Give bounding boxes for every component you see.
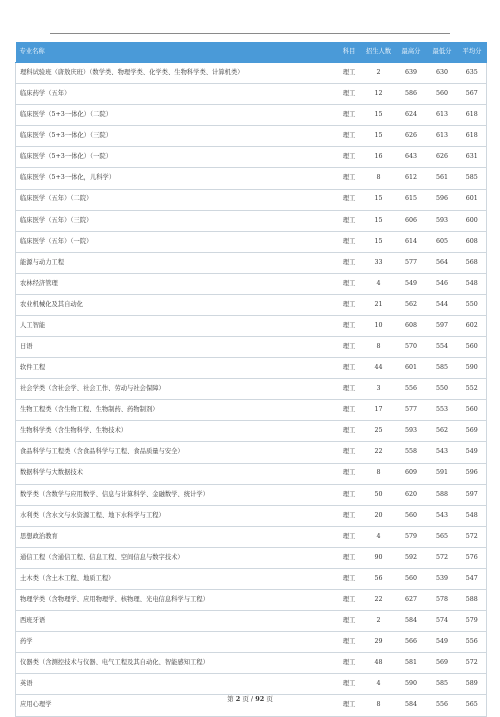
cell-max-score: 570 bbox=[396, 337, 427, 358]
table-header-row bbox=[16, 42, 487, 63]
cell-enrollment: 15 bbox=[362, 231, 396, 252]
cell-min-score: 554 bbox=[427, 337, 458, 358]
cell-avg-score: 572 bbox=[458, 526, 487, 547]
cell-major-name: 软件工程 bbox=[16, 358, 337, 379]
cell-min-score: 553 bbox=[427, 400, 458, 421]
cell-max-score: 593 bbox=[396, 421, 427, 442]
cell-max-score: 590 bbox=[396, 674, 427, 695]
cell-avg-score: 569 bbox=[458, 421, 487, 442]
cell-enrollment: 90 bbox=[362, 547, 396, 568]
table-row bbox=[16, 126, 487, 147]
cell-subject: 理工 bbox=[337, 568, 362, 589]
cell-enrollment: 22 bbox=[362, 590, 396, 611]
cell-subject: 理工 bbox=[337, 147, 362, 168]
cell-max-score: 558 bbox=[396, 442, 427, 463]
cell-enrollment: 8 bbox=[362, 168, 396, 189]
cell-subject: 理工 bbox=[337, 189, 362, 210]
cell-min-score: 574 bbox=[427, 611, 458, 632]
table-body bbox=[16, 63, 487, 716]
cell-min-score: 585 bbox=[427, 674, 458, 695]
header-rule bbox=[50, 33, 450, 34]
cell-max-score: 614 bbox=[396, 231, 427, 252]
cell-max-score: 601 bbox=[396, 358, 427, 379]
cell-avg-score: 600 bbox=[458, 210, 487, 231]
cell-min-score: 585 bbox=[427, 358, 458, 379]
cell-enrollment: 4 bbox=[362, 674, 396, 695]
cell-avg-score: 556 bbox=[458, 632, 487, 653]
table-row bbox=[16, 505, 487, 526]
footer-suffix: 页 bbox=[266, 695, 273, 703]
table-row bbox=[16, 463, 487, 484]
cell-avg-score: 585 bbox=[458, 168, 487, 189]
cell-major-name: 仪器类（含测控技术与仪器、电气工程及其自动化、智能感知工程） bbox=[16, 653, 337, 674]
table-row bbox=[16, 189, 487, 210]
cell-max-score: 592 bbox=[396, 547, 427, 568]
cell-avg-score: 618 bbox=[458, 126, 487, 147]
cell-max-score: 626 bbox=[396, 126, 427, 147]
cell-avg-score: 550 bbox=[458, 294, 487, 315]
footer-page-number: 2 bbox=[235, 695, 241, 703]
table-row bbox=[16, 147, 487, 168]
cell-enrollment: 8 bbox=[362, 695, 396, 716]
page-footer bbox=[0, 694, 500, 703]
table-row bbox=[16, 252, 487, 273]
cell-subject: 理工 bbox=[337, 484, 362, 505]
cell-major-name: 药学 bbox=[16, 632, 337, 653]
table-row bbox=[16, 442, 487, 463]
table-row bbox=[16, 484, 487, 505]
cell-avg-score: 576 bbox=[458, 547, 487, 568]
cell-enrollment: 15 bbox=[362, 210, 396, 231]
cell-enrollment: 10 bbox=[362, 316, 396, 337]
cell-avg-score: 548 bbox=[458, 273, 487, 294]
cell-avg-score: 590 bbox=[458, 358, 487, 379]
table-row bbox=[16, 421, 487, 442]
cell-min-score: 591 bbox=[427, 463, 458, 484]
cell-avg-score: 567 bbox=[458, 84, 487, 105]
cell-subject: 理工 bbox=[337, 611, 362, 632]
cell-subject: 理工 bbox=[337, 252, 362, 273]
cell-subject: 理工 bbox=[337, 168, 362, 189]
cell-subject: 理工 bbox=[337, 84, 362, 105]
header-major: 专业名称 bbox=[16, 42, 337, 63]
cell-max-score: 560 bbox=[396, 568, 427, 589]
cell-major-name: 临床医学（5+3一体化）（二院） bbox=[16, 105, 337, 126]
cell-min-score: 630 bbox=[427, 63, 458, 84]
table-row bbox=[16, 105, 487, 126]
cell-major-name: 临床医学（五年）（二院） bbox=[16, 189, 337, 210]
cell-major-name: 数据科学与大数据技术 bbox=[16, 463, 337, 484]
table-row bbox=[16, 632, 487, 653]
table-row bbox=[16, 168, 487, 189]
cell-enrollment: 4 bbox=[362, 273, 396, 294]
cell-major-name: 数学类（含数学与应用数学、信息与计算科学、金融数学、统计学） bbox=[16, 484, 337, 505]
cell-subject: 理工 bbox=[337, 653, 362, 674]
table-row bbox=[16, 611, 487, 632]
footer-middle: 页 / bbox=[242, 695, 254, 703]
cell-major-name: 农业机械化及其自动化 bbox=[16, 294, 337, 315]
cell-min-score: 596 bbox=[427, 189, 458, 210]
cell-avg-score: 548 bbox=[458, 505, 487, 526]
cell-subject: 理工 bbox=[337, 294, 362, 315]
cell-min-score: 544 bbox=[427, 294, 458, 315]
cell-enrollment: 2 bbox=[362, 611, 396, 632]
cell-subject: 理工 bbox=[337, 442, 362, 463]
cell-max-score: 620 bbox=[396, 484, 427, 505]
cell-min-score: 546 bbox=[427, 273, 458, 294]
cell-enrollment: 8 bbox=[362, 337, 396, 358]
cell-max-score: 562 bbox=[396, 294, 427, 315]
cell-major-name: 生物工程类（含生物工程、生物制药、药物制剂） bbox=[16, 400, 337, 421]
table-row bbox=[16, 674, 487, 695]
cell-subject: 理工 bbox=[337, 231, 362, 252]
cell-major-name: 应用心理学 bbox=[16, 695, 337, 716]
table-row bbox=[16, 231, 487, 252]
cell-major-name: 西班牙语 bbox=[16, 611, 337, 632]
cell-subject: 理工 bbox=[337, 526, 362, 547]
cell-max-score: 615 bbox=[396, 189, 427, 210]
cell-enrollment: 33 bbox=[362, 252, 396, 273]
cell-subject: 理工 bbox=[337, 590, 362, 611]
cell-subject: 理工 bbox=[337, 210, 362, 231]
cell-enrollment: 25 bbox=[362, 421, 396, 442]
cell-min-score: 626 bbox=[427, 147, 458, 168]
cell-major-name: 临床医学（5+3一体化，儿科学） bbox=[16, 168, 337, 189]
table-row bbox=[16, 358, 487, 379]
cell-min-score: 549 bbox=[427, 632, 458, 653]
cell-subject: 理工 bbox=[337, 379, 362, 400]
cell-min-score: 564 bbox=[427, 252, 458, 273]
cell-major-name: 思想政治教育 bbox=[16, 526, 337, 547]
cell-subject: 理工 bbox=[337, 126, 362, 147]
cell-enrollment: 4 bbox=[362, 526, 396, 547]
cell-min-score: 561 bbox=[427, 168, 458, 189]
cell-avg-score: 560 bbox=[458, 400, 487, 421]
cell-min-score: 539 bbox=[427, 568, 458, 589]
cell-major-name: 食品科学与工程类（含食品科学与工程、食品质量与安全） bbox=[16, 442, 337, 463]
cell-max-score: 643 bbox=[396, 147, 427, 168]
cell-max-score: 579 bbox=[396, 526, 427, 547]
cell-enrollment: 8 bbox=[362, 463, 396, 484]
cell-enrollment: 20 bbox=[362, 505, 396, 526]
table-row bbox=[16, 63, 487, 84]
table-row bbox=[16, 568, 487, 589]
cell-enrollment: 21 bbox=[362, 294, 396, 315]
cell-max-score: 612 bbox=[396, 168, 427, 189]
admission-score-table bbox=[15, 42, 487, 717]
cell-avg-score: 568 bbox=[458, 252, 487, 273]
cell-enrollment: 29 bbox=[362, 632, 396, 653]
cell-max-score: 560 bbox=[396, 505, 427, 526]
cell-avg-score: 589 bbox=[458, 674, 487, 695]
cell-min-score: 588 bbox=[427, 484, 458, 505]
cell-min-score: 543 bbox=[427, 505, 458, 526]
cell-enrollment: 12 bbox=[362, 84, 396, 105]
cell-min-score: 578 bbox=[427, 590, 458, 611]
cell-enrollment: 50 bbox=[362, 484, 396, 505]
table-row bbox=[16, 337, 487, 358]
cell-subject: 理工 bbox=[337, 505, 362, 526]
cell-max-score: 581 bbox=[396, 653, 427, 674]
cell-avg-score: 588 bbox=[458, 590, 487, 611]
cell-subject: 理工 bbox=[337, 105, 362, 126]
cell-avg-score: 565 bbox=[458, 695, 487, 716]
cell-subject: 理工 bbox=[337, 421, 362, 442]
cell-major-name: 能源与动力工程 bbox=[16, 252, 337, 273]
table-row bbox=[16, 379, 487, 400]
cell-enrollment: 15 bbox=[362, 189, 396, 210]
cell-min-score: 572 bbox=[427, 547, 458, 568]
cell-max-score: 627 bbox=[396, 590, 427, 611]
cell-subject: 理工 bbox=[337, 337, 362, 358]
header-subject: 科目 bbox=[337, 42, 362, 63]
cell-enrollment: 22 bbox=[362, 442, 396, 463]
cell-avg-score: 631 bbox=[458, 147, 487, 168]
cell-avg-score: 635 bbox=[458, 63, 487, 84]
cell-major-name: 英语 bbox=[16, 674, 337, 695]
cell-min-score: 565 bbox=[427, 526, 458, 547]
table-row bbox=[16, 547, 487, 568]
cell-max-score: 639 bbox=[396, 63, 427, 84]
cell-major-name: 土木类（含土木工程、地质工程） bbox=[16, 568, 337, 589]
header-avg-score: 平均分 bbox=[458, 42, 487, 63]
cell-enrollment: 3 bbox=[362, 379, 396, 400]
cell-major-name: 理科试验班（唐敖庆班）（数学类、物理学类、化学类、生物科学类、计算机类） bbox=[16, 63, 337, 84]
cell-max-score: 586 bbox=[396, 84, 427, 105]
cell-major-name: 临床医学（五年）（一院） bbox=[16, 231, 337, 252]
table-row bbox=[16, 316, 487, 337]
cell-subject: 理工 bbox=[337, 674, 362, 695]
table-row bbox=[16, 590, 487, 611]
table-row bbox=[16, 526, 487, 547]
cell-max-score: 584 bbox=[396, 695, 427, 716]
cell-subject: 理工 bbox=[337, 358, 362, 379]
cell-avg-score: 547 bbox=[458, 568, 487, 589]
cell-avg-score: 618 bbox=[458, 105, 487, 126]
cell-subject: 理工 bbox=[337, 273, 362, 294]
cell-major-name: 水利类（含水文与水资源工程、地下水科学与工程） bbox=[16, 505, 337, 526]
cell-avg-score: 579 bbox=[458, 611, 487, 632]
cell-min-score: 613 bbox=[427, 126, 458, 147]
cell-major-name: 通信工程（含通信工程、信息工程、空间信息与数字技术） bbox=[16, 547, 337, 568]
table-row bbox=[16, 294, 487, 315]
cell-max-score: 577 bbox=[396, 252, 427, 273]
cell-max-score: 606 bbox=[396, 210, 427, 231]
cell-min-score: 569 bbox=[427, 653, 458, 674]
table-row bbox=[16, 84, 487, 105]
footer-prefix: 第 bbox=[227, 695, 234, 703]
cell-major-name: 社会学类（含社会学、社会工作、劳动与社会保障） bbox=[16, 379, 337, 400]
cell-max-score: 608 bbox=[396, 316, 427, 337]
cell-avg-score: 602 bbox=[458, 316, 487, 337]
cell-min-score: 562 bbox=[427, 421, 458, 442]
cell-max-score: 577 bbox=[396, 400, 427, 421]
cell-avg-score: 552 bbox=[458, 379, 487, 400]
cell-major-name: 日语 bbox=[16, 337, 337, 358]
cell-subject: 理工 bbox=[337, 547, 362, 568]
cell-max-score: 549 bbox=[396, 273, 427, 294]
cell-subject: 理工 bbox=[337, 63, 362, 84]
cell-subject: 理工 bbox=[337, 463, 362, 484]
cell-min-score: 597 bbox=[427, 316, 458, 337]
cell-enrollment: 44 bbox=[362, 358, 396, 379]
table-row bbox=[16, 653, 487, 674]
cell-min-score: 605 bbox=[427, 231, 458, 252]
table-row bbox=[16, 273, 487, 294]
cell-subject: 理工 bbox=[337, 695, 362, 716]
footer-total-pages: 92 bbox=[255, 695, 265, 703]
cell-max-score: 624 bbox=[396, 105, 427, 126]
cell-subject: 理工 bbox=[337, 632, 362, 653]
table-row bbox=[16, 400, 487, 421]
cell-major-name: 人工智能 bbox=[16, 316, 337, 337]
cell-max-score: 609 bbox=[396, 463, 427, 484]
cell-enrollment: 15 bbox=[362, 126, 396, 147]
cell-max-score: 584 bbox=[396, 611, 427, 632]
cell-major-name: 临床医学（5+3一体化）（三院） bbox=[16, 126, 337, 147]
cell-major-name: 临床医学（五年）（三院） bbox=[16, 210, 337, 231]
cell-avg-score: 572 bbox=[458, 653, 487, 674]
cell-min-score: 556 bbox=[427, 695, 458, 716]
header-enrollment: 招生人数 bbox=[362, 42, 396, 63]
header-max-score: 最高分 bbox=[396, 42, 427, 63]
cell-major-name: 生物科学类（含生物科学、生物技术） bbox=[16, 421, 337, 442]
cell-avg-score: 549 bbox=[458, 442, 487, 463]
cell-avg-score: 601 bbox=[458, 189, 487, 210]
cell-enrollment: 48 bbox=[362, 653, 396, 674]
cell-enrollment: 56 bbox=[362, 568, 396, 589]
cell-avg-score: 597 bbox=[458, 484, 487, 505]
cell-min-score: 613 bbox=[427, 105, 458, 126]
cell-major-name: 物理学类（含物理学、应用物理学、核物理、光电信息科学与工程） bbox=[16, 590, 337, 611]
cell-min-score: 550 bbox=[427, 379, 458, 400]
cell-min-score: 543 bbox=[427, 442, 458, 463]
table-row bbox=[16, 210, 487, 231]
cell-min-score: 560 bbox=[427, 84, 458, 105]
cell-subject: 理工 bbox=[337, 316, 362, 337]
cell-enrollment: 16 bbox=[362, 147, 396, 168]
cell-major-name: 临床药学（五年） bbox=[16, 84, 337, 105]
cell-subject: 理工 bbox=[337, 400, 362, 421]
cell-enrollment: 2 bbox=[362, 63, 396, 84]
cell-max-score: 556 bbox=[396, 379, 427, 400]
cell-major-name: 农林经济管理 bbox=[16, 273, 337, 294]
cell-max-score: 566 bbox=[396, 632, 427, 653]
cell-avg-score: 560 bbox=[458, 337, 487, 358]
header-min-score: 最低分 bbox=[427, 42, 458, 63]
cell-enrollment: 17 bbox=[362, 400, 396, 421]
cell-avg-score: 608 bbox=[458, 231, 487, 252]
cell-min-score: 593 bbox=[427, 210, 458, 231]
cell-avg-score: 596 bbox=[458, 463, 487, 484]
cell-enrollment: 15 bbox=[362, 105, 396, 126]
cell-major-name: 临床医学（5+3一体化）（一院） bbox=[16, 147, 337, 168]
